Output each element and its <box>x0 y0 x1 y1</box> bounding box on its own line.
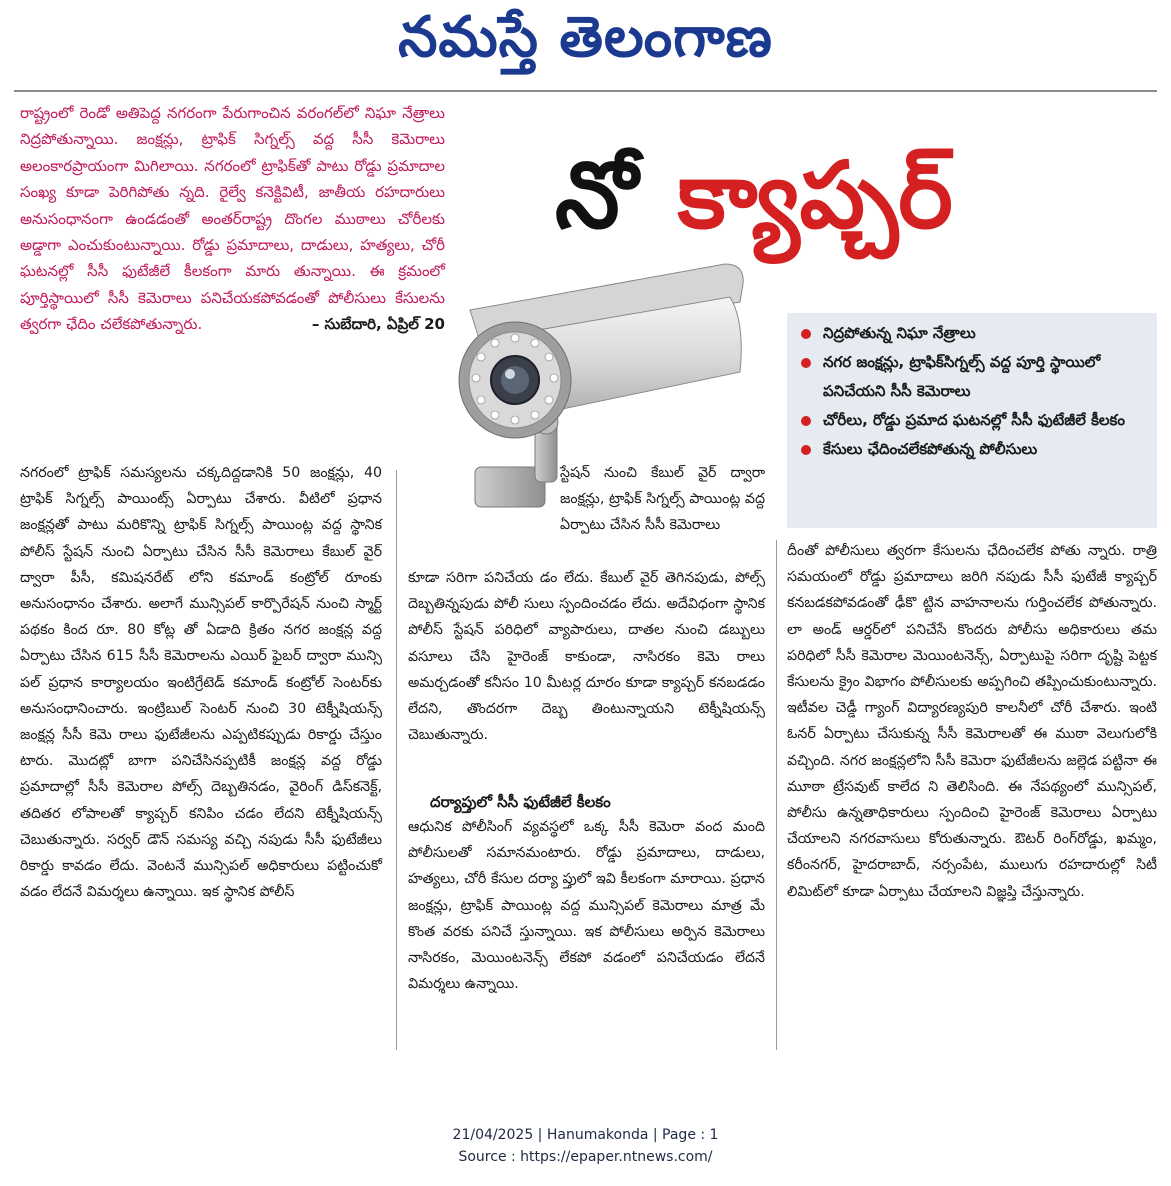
highlight-item: నగర జంక్షన్లు, ట్రాఫిక్‌సిగ్నల్స్ వద్ద పూర్తి స్థాయిలో పనిచేయని సీసీ కెమెరాలు <box>799 348 1147 406</box>
body-column-2-top: స్టేషన్ నుంచి కేబుల్ వైర్ ద్వారా జంక్షన్లు, ట్రాఫిక్ సిగ్నల్స్ పాయింట్ల వద్ద ఏర్పాటు చేసిన సీసీ కెమెరాలు <box>560 465 765 534</box>
body-column-1: నగరంలో ట్రాఫిక్ సమస్యలను చక్కదిద్దడానికి 50 జంక్షన్లు, 40 ట్రాఫిక్ సిగ్నల్స్ పాయింట్స్ ఏర్పాటు చేశారు. వీటిలో ప్రధాన జంక్షన్లతో పాటు మరికొన్ని ట్రాఫిక్ సిగ్నల్స్ పాయింట్ల వద్ద స్థానిక పోలీస్ స్టేషన్ నుంచి ఏర్పాటు చేసిన సీసీ కెమెరాలు కేబుల్ వైర్ ద్వారా పీసీ, కమిషనరేట్ లోని కమాండ్ కంట్రోల్ రూంకు అనుసంధానం చేశారు. అలాగే మున్సిపల్ కార్పొరేషన్ నుంచి స్మార్ట్ పథకం కింద రూ. 80 కోట్ల తో ఏడాది క్రితం నగర జంక్షన్ల వద్ద ఏర్పాటు చేసిన 615 సీసీ కెమెరాలను ఎయిర్ ఫైబర్ ద్వారా మున్సి పల్ ప్రధాన కార్యాలయం ఇంటిగ్రేటెడ్ కమాండ్ కంట్రోల్ సెంటర్‌కు అనుసంధానించారు. ఇంట్రిబుల్ సెంటర్ నుంచి 30 టెక్నీషియన్స్ జంక్షన్ల సీసీ కెమె రాలు ఫుటేజీలను ఎప్పటికప్పుడు రికార్డు చేస్తుం టారు. మొదట్లో బాగా పనిచేసినప్పటికీ జంక్షన్ల వద్ద రోడ్డు ప్రమాదాల్లో సీసీ కెమెరాల పోల్స్ దెబ్బతినడం, వైరింగ్ డిస్‌కనెక్ట్, తదితర లోపాలతో క్యాప్చర్ కనిపిం చడం లేదని టెక్నీషియన్స్ చెబుతున్నారు. సర్వర్ డౌన్ సమస్య వచ్చి నపుడు సీసీ ఫుటేజీలు రికార్డు కావడం లేదు. వెంటనే మున్సిపల్ అధికారులు పట్టించుకో వడం లేదనే విమర్శలు ఉన్నాయి. ఇక స్థానిక పోలీస్ <box>20 465 382 901</box>
body-column-2-middle: కూడా సరిగా పనిచేయ డం లేదు. కేబుల్ వైర్ తెగినపుడు, పోల్స్ దెబ్బతిన్నపుడు పోలీ సులు స్పందించడం లేదు. అదేవిధంగా స్థానిక పోలీస్ స్టేషన్ పరిధిలో వ్యాపారులు, దాతల నుంచి డబ్బులు వసూలు చేసి హైరెంజ్ కాకుండా, నాసిరకం కెమె రాలు అమర్చడంతో కనీసం 10 మీటర్ల దూరం కూడా క్యాప్చర్ కనబడడం లేదని, తొందరగా దెబ్బ తింటున్నాయని టెక్నీషియన్స్ చెబుతున్నారు. <box>408 570 765 744</box>
masthead-title <box>0 6 1171 70</box>
column-separator <box>776 540 777 1050</box>
subheading: దర్యాప్తులో సీసీ ఫుటేజీలే కీలకం <box>430 793 611 811</box>
body-column-3: దీంతో పోలీసులు త్వరగా కేసులను ఛేదించలేక పోతు న్నారు. రాత్రి సమయంలో రోడ్డు ప్రమాదాలు జరిగి నపుడు సీసీ ఫుటేజీ క్యాప్చర్ కనబడకపోవడంతో ఢీకొ ట్టిన వాహనాలను గుర్తించలేక పోతున్నారు. లా అండ్ ఆర్డర్‌లో పనిచేసే కొందరు పోలీసు అధికారులు తమ పరిధిలో సీసీ కెమెరాల మెయింటనెన్స్, ఏర్పాటుపై సరిగా దృష్టి పెట్టక కేసులను క్రైం విభాగం పోలీసులకు అప్పగించి తప్పించుకుంటున్నారు. ఇటీవల చెడ్డీ గ్యాంగ్ విద్యారణ్యపురి కాలనీలో చోరీ చేశారు. ఇంటి ఓనర్ ఏర్పాటు చేసుకున్న సీసీ కెమెరాలతో ఈ ముఠా వెలుగులోకి వచ్చింది. నగర జంక్షన్లలోని సీసీ కెమెరా ఫుటేజీలను జల్లెడ పట్టినా ఈ మూఠా ట్రేసవుట్ కాలేద ని తెలిసింది. ఈ నేపథ్యంలో మున్సిపల్, పోలీసు ఉన్నతాధికారులు స్పందించి హైరెంజ్ కెమెరాలు ఏర్పాటు చేయాలని నగరవాసులు కోరుతున్నారు. ఔటర్ రింగ్‌రోడ్డు, ఖమ్మం, కరీంనగర్, హైదరాబాద్, నర్సంపేట, ములుగు రహదారుల్లో సిటీ లిమిట్‌లో కూడా ఏర్పాటు చేయాలని విజ్ఞప్తి చేస్తున్నారు. <box>787 543 1157 900</box>
headline-part1: నో <box>555 142 638 249</box>
bullet-icon <box>801 416 811 426</box>
bullet-icon <box>801 358 811 368</box>
masthead-text: నమస్తే తెలంగాణ <box>398 5 773 70</box>
column-separator <box>396 470 397 1050</box>
highlights-list <box>799 319 1147 464</box>
highlight-item: కేసులు ఛేదించలేకపోతున్న పోలీసులు <box>799 435 1147 464</box>
highlight-item: చోరీలు, రోడ్డు ప్రమాద ఘటనల్లో సీసీ ఫుటేజీలే కీలకం <box>799 406 1147 435</box>
lead-text: రాష్ట్రంలో రెండో అతిపెద్ద నగరంగా పేరుగాంచిన వరంగల్‌లో నిఘా నేత్రాలు నిద్రపోతున్నాయి. జంక్షన్లు, ట్రాఫిక్ సిగ్నల్స్ వద్ద సీసీ కెమెరాలు అలంకారప్రాయంగా మిగిలాయి. నగరంలో ట్రాఫిక్‌తో పాటు రోడ్డు ప్రమాదాల సంఖ్య కూడా పెరిగిపోతు న్నది. రైల్వే కనెక్టివిటీ, జాతీయ రహదారులు అనుసంధానంగా ఉండడంతో అంతర్‌రాష్ట్ర దొంగల ముఠాలు చోరీలకు అడ్డాగా ఎంచుకుంటున్నాయి. రోడ్డు ప్రమాదాలు, దాడులు, హత్యలు, చోరీ ఘటనల్లో సీసీ ఫుటేజీలే కీలకంగా మారు తున్నాయి. ఈ క్రమంలో పూర్తిస్థాయిలో సీసీ కెమెరాలు పనిచేయకపోవడంతో పోలీసులు కేసులను త్వరగా ఛేదిం చలేకపోతున్నారు. <box>20 104 445 334</box>
highlight-item: నిద్రపోతున్న నిఘా నేత్రాలు <box>799 319 1147 348</box>
footer-source-line: Source : https://epaper.ntnews.com/ <box>458 1149 713 1165</box>
bullet-icon <box>801 445 811 455</box>
masthead-rule <box>14 90 1157 92</box>
byline: – సుబేదారి, ఏప్రిల్ 20 <box>311 315 445 334</box>
bullet-icon <box>801 329 811 339</box>
highlights-box <box>787 313 1157 528</box>
lead-paragraph <box>20 100 445 338</box>
body-column-2-bottom: ఆధునిక పోలీసింగ్ వ్యవస్థలో ఒక్క సీసీ కెమెరా వంద మంది పోలీసులతో సమానమంటారు. రోడ్డు ప్రమాదాలు, దాడులు, హత్యలు, చోరీ కేసుల దర్యా ప్తులో ఇవి కీలకంగా మారాయి. ప్రధాన జంక్షన్లు, ట్రాఫిక్ పాయింట్ల వద్ద మున్సిపల్ కెమెరాలు మాత్ర మే కొంత వరకు పనిచే స్తున్నాయి. ఇక పోలీసులు అర్పిన కెమెరాలు నాసిరకం, మెయింటనెన్స్ లేకపో వడంలో పనిచేయడం లేదనే విమర్శలు ఉన్నాయి. <box>408 819 765 993</box>
footer-date-line: 21/04/2025 | Hanumakonda | Page : 1 <box>452 1127 719 1143</box>
headline-part2: క్యాప్చర్ <box>677 142 953 249</box>
